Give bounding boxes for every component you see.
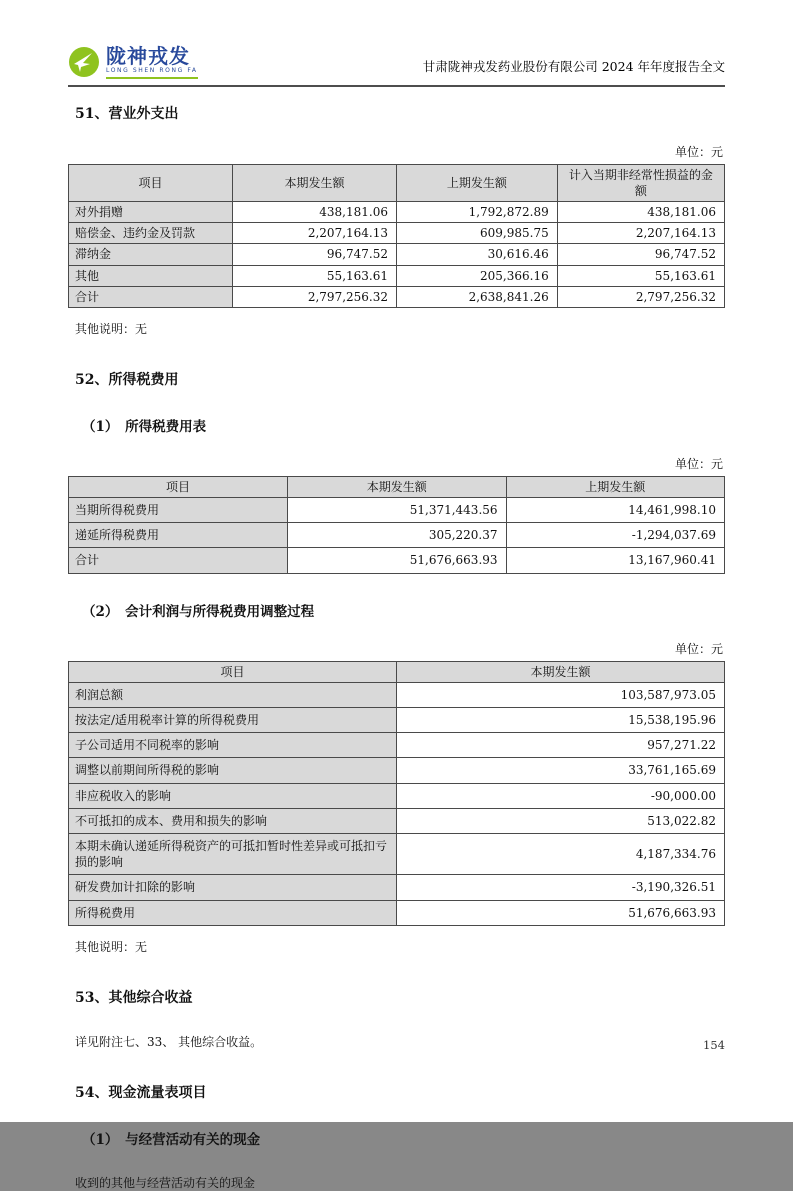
section-54-title: 54、现金流量表项目: [75, 1084, 207, 1101]
table-row: [69, 265, 725, 286]
value-cell: 438,181.06: [233, 201, 397, 222]
non-operating-expenses-table: [68, 164, 725, 308]
table-row: [69, 201, 725, 222]
section-51-title: 51、营业外支出: [75, 105, 179, 122]
column-header: 计入当期非经常性损益的金额: [557, 164, 724, 201]
row-label-cell: 其他: [69, 265, 233, 286]
row-label-cell: 调整以前期间所得税的影响: [69, 758, 397, 783]
value-cell: 30,616.46: [397, 244, 558, 265]
value-cell: 957,271.22: [397, 733, 725, 758]
value-cell: 55,163.61: [557, 265, 724, 286]
row-label-cell: 不可抵扣的成本、费用和损失的影响: [69, 808, 397, 833]
value-cell: 51,676,663.93: [397, 900, 725, 925]
row-label-cell: 所得税费用: [69, 900, 397, 925]
value-cell: 51,371,443.56: [288, 498, 506, 523]
column-header: 本期发生额: [397, 661, 725, 682]
column-header: 本期发生额: [288, 476, 506, 497]
document-title: 甘肃陇神戎发药业股份有限公司 2024 年年度报告全文: [422, 58, 725, 74]
table-row: [69, 498, 725, 523]
logo-bird-icon: [68, 46, 100, 78]
value-cell: 51,676,663.93: [288, 548, 506, 573]
other-note-51: 其他说明：无: [75, 321, 148, 336]
page-header: [68, 0, 725, 87]
value-cell: 15,538,195.96: [397, 708, 725, 733]
section-54-body: 收到的其他与经营活动有关的现金: [75, 1175, 256, 1190]
section-52-2-title: （2） 会计利润与所得税费用调整过程: [82, 603, 315, 620]
value-cell: 55,163.61: [233, 265, 397, 286]
table-total-row: [69, 900, 725, 925]
value-cell: 14,461,998.10: [506, 498, 724, 523]
row-label-cell: 本期未确认递延所得税资产的可抵扣暂时性差异或可抵扣亏损的影响: [69, 833, 397, 874]
row-label-cell: 递延所得税费用: [69, 523, 288, 548]
section-52-1-title: （1） 所得税费用表: [82, 418, 207, 435]
value-cell: -90,000.00: [397, 783, 725, 808]
table-header-row: [69, 476, 725, 497]
row-label-cell: 合计: [69, 286, 233, 307]
column-header: 项目: [69, 164, 233, 201]
column-header: 上期发生额: [397, 164, 558, 201]
row-label-cell: 子公司适用不同税率的影响: [69, 733, 397, 758]
column-header: 项目: [69, 661, 397, 682]
value-cell: 103,587,973.05: [397, 682, 725, 707]
value-cell: 2,207,164.13: [233, 223, 397, 244]
company-logo: [68, 46, 198, 79]
value-cell: 205,366.16: [397, 265, 558, 286]
value-cell: 33,761,165.69: [397, 758, 725, 783]
brand-name-en: LONG SHEN RONG FA: [106, 67, 198, 74]
unit-label-51: 单位：元: [674, 144, 723, 159]
tax-reconciliation-table: [68, 661, 725, 926]
unit-label-52-2: 单位：元: [674, 641, 723, 656]
value-cell: 2,797,256.32: [233, 286, 397, 307]
logo-wordmark: [106, 46, 198, 79]
table-row: [69, 758, 725, 783]
row-label-cell: 按法定/适用税率计算的所得税费用: [69, 708, 397, 733]
row-label-cell: 当期所得税费用: [69, 498, 288, 523]
table-row: [69, 875, 725, 900]
section-53-title: 53、其他综合收益: [75, 989, 193, 1006]
row-label-cell: 利润总额: [69, 682, 397, 707]
table-row: [69, 783, 725, 808]
table-row: [69, 223, 725, 244]
table-total-row: [69, 286, 725, 307]
value-cell: 2,207,164.13: [557, 223, 724, 244]
row-label-cell: 研发费加计扣除的影响: [69, 875, 397, 900]
column-header: 本期发生额: [233, 164, 397, 201]
table-row: [69, 708, 725, 733]
value-cell: 513,022.82: [397, 808, 725, 833]
value-cell: 4,187,334.76: [397, 833, 725, 874]
value-cell: 305,220.37: [288, 523, 506, 548]
section-54-1-title: （1） 与经营活动有关的现金: [82, 1131, 261, 1148]
page-number: 154: [703, 1038, 725, 1052]
value-cell: 96,747.52: [233, 244, 397, 265]
column-header: 上期发生额: [506, 476, 724, 497]
table-total-row: [69, 548, 725, 573]
row-label-cell: 对外捐赠: [69, 201, 233, 222]
income-tax-expense-table: [68, 476, 725, 574]
other-note-52: 其他说明：无: [75, 939, 148, 954]
value-cell: -3,190,326.51: [397, 875, 725, 900]
value-cell: -1,294,037.69: [506, 523, 724, 548]
table-row: [69, 523, 725, 548]
table-row: [69, 733, 725, 758]
row-label-cell: 赔偿金、违约金及罚款: [69, 223, 233, 244]
row-label-cell: 非应税收入的影响: [69, 783, 397, 808]
table-header-row: [69, 661, 725, 682]
value-cell: 1,792,872.89: [397, 201, 558, 222]
value-cell: 609,985.75: [397, 223, 558, 244]
value-cell: 13,167,960.41: [506, 548, 724, 573]
value-cell: 2,797,256.32: [557, 286, 724, 307]
unit-label-52-1: 单位：元: [674, 456, 723, 471]
section-53-body: 详见附注七、33、 其他综合收益。: [75, 1034, 263, 1049]
table-row: [69, 682, 725, 707]
value-cell: 438,181.06: [557, 201, 724, 222]
table-header-row: [69, 164, 725, 201]
table-row: [69, 833, 725, 874]
row-label-cell: 合计: [69, 548, 288, 573]
section-52-title: 52、所得税费用: [75, 371, 179, 388]
value-cell: 2,638,841.26: [397, 286, 558, 307]
brand-name-cn: 陇神戎发: [106, 44, 190, 68]
row-label-cell: 滞纳金: [69, 244, 233, 265]
column-header: 项目: [69, 476, 288, 497]
value-cell: 96,747.52: [557, 244, 724, 265]
table-row: [69, 244, 725, 265]
table-row: [69, 808, 725, 833]
